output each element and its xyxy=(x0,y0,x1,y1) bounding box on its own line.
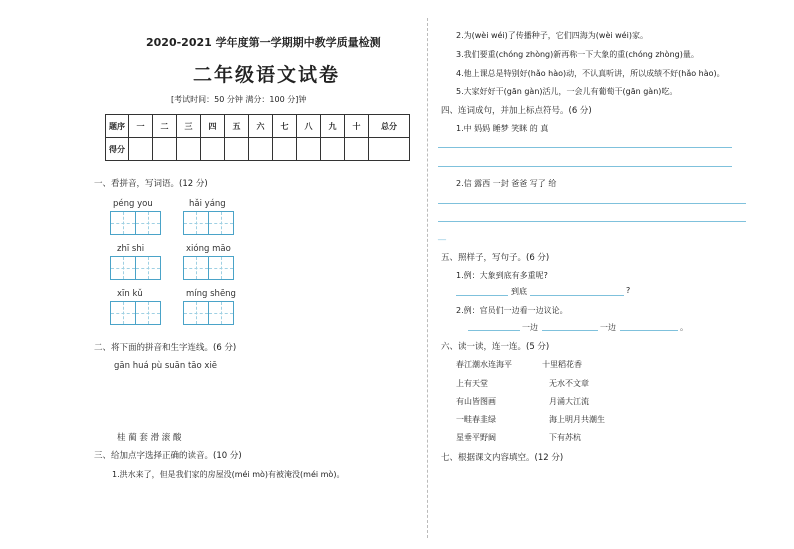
score-table-row2-head: 得分 xyxy=(106,138,129,161)
pinyin-5: xīn kǔ xyxy=(117,289,143,299)
poem-right: 海上明月共潮生 xyxy=(549,415,605,424)
section-7-title: 七、根据课文内容填空。(12 分) xyxy=(441,453,564,463)
answer-line-stub: __ xyxy=(438,231,446,240)
section-5-q2: 2.例：官员们一边看一边议论。 xyxy=(456,306,568,315)
section-5-q2-b: 一边 xyxy=(600,323,616,332)
section-6-title: 六、读一读，连一连。(5 分) xyxy=(441,342,550,352)
section-4-q1: 1.中 妈妈 睡梦 笑眯 的 真 xyxy=(456,124,549,133)
score-cell[interactable] xyxy=(201,138,225,161)
section-3-q2: 2.为(wèi wéi)了传播种子，它们四海为(wèi wéi)家。 xyxy=(456,31,648,40)
score-col-9: 九 xyxy=(321,115,345,138)
answer-line[interactable] xyxy=(438,147,732,148)
score-cell[interactable] xyxy=(273,138,297,161)
section-3-q3: 3.我们要重(chóng zhòng)新再称一下大象的重(chóng zhòng)量。 xyxy=(456,50,699,59)
poem-right: 十里稻花香 xyxy=(542,360,582,369)
section-5-q1-mid: 到底 xyxy=(511,287,527,296)
score-col-10: 十 xyxy=(345,115,369,138)
score-cell-total[interactable] xyxy=(369,138,410,161)
poem-left: 一畦春韭绿 xyxy=(456,415,496,424)
poem-left: 有山皆图画 xyxy=(456,397,496,406)
score-col-2: 二 xyxy=(153,115,177,138)
score-cell[interactable] xyxy=(225,138,249,161)
poem-right: 月涌大江流 xyxy=(549,397,589,406)
writing-grid-1[interactable] xyxy=(110,211,160,235)
answer-blank[interactable] xyxy=(530,295,624,296)
score-col-7: 七 xyxy=(273,115,297,138)
pinyin-1: péng you xyxy=(113,199,153,209)
score-col-1: 一 xyxy=(129,115,153,138)
pinyin-6: míng shēng xyxy=(186,289,236,299)
exam-title: 2020-2021 学年度第一学期期中教学质量检测 xyxy=(146,36,381,49)
score-col-3: 三 xyxy=(177,115,201,138)
poem-right: 无水不文章 xyxy=(549,379,589,388)
writing-grid-3[interactable] xyxy=(110,256,160,280)
answer-blank[interactable] xyxy=(468,330,520,331)
answer-line[interactable] xyxy=(438,221,746,222)
section-5-q2-end: 。 xyxy=(680,323,688,332)
poem-left: 上有天堂 xyxy=(456,379,488,388)
answer-blank[interactable] xyxy=(620,330,678,331)
answer-line[interactable] xyxy=(438,166,732,167)
exam-info: [考试时间：50 分钟 满分：100 分]钟 xyxy=(171,95,307,104)
section-1-title: 一、看拼音，写词语。(12 分) xyxy=(94,179,208,189)
poem-left: 星垂平野阔 xyxy=(456,433,496,442)
page-divider xyxy=(427,18,428,538)
answer-blank[interactable] xyxy=(456,295,508,296)
section-3-title: 三、给加点字选择正确的读音。(10 分) xyxy=(94,451,242,461)
pinyin-3: zhī shi xyxy=(117,244,145,254)
score-cell[interactable] xyxy=(321,138,345,161)
score-cell[interactable] xyxy=(249,138,273,161)
writing-grid-4[interactable] xyxy=(183,256,233,280)
section-5-q1: 1.例：大象到底有多重呢? xyxy=(456,271,548,280)
score-col-4: 四 xyxy=(201,115,225,138)
section-5-q1-end: ? xyxy=(626,286,631,295)
section-3-q5: 5.大家好好干(gān gàn)活儿，一会儿有葡萄干(gān gàn)吃。 xyxy=(456,87,678,96)
section-5-title: 五、照样子，写句子。(6 分) xyxy=(441,253,550,263)
section-2-title: 二、将下面的拼音和生字连线。(6 分) xyxy=(94,343,237,353)
score-cell[interactable] xyxy=(129,138,153,161)
section-3-q1: 1.洪水来了，但是我们家的房屋没(méi mò)有被淹没(méi mò)。 xyxy=(112,470,345,479)
writing-grid-6[interactable] xyxy=(183,301,233,325)
score-table-score-row xyxy=(106,138,410,161)
score-table xyxy=(105,114,410,161)
answer-line[interactable] xyxy=(438,203,746,204)
section-3-q4: 4.他上课总是特别好(hǎo hào)动，不认真听讲，所以成绩不好(hǎo hào)。 xyxy=(456,69,725,78)
score-col-5: 五 xyxy=(225,115,249,138)
score-cell[interactable] xyxy=(153,138,177,161)
poem-left: 春江潮水连海平 xyxy=(456,360,512,369)
section-4-q2: 2.信 露西 一封 爸爸 写了 给 xyxy=(456,179,557,188)
score-col-8: 八 xyxy=(297,115,321,138)
score-col-total: 总分 xyxy=(369,115,410,138)
writing-grid-5[interactable] xyxy=(110,301,160,325)
pinyin-4: xióng māo xyxy=(186,244,231,254)
score-cell[interactable] xyxy=(297,138,321,161)
writing-grid-2[interactable] xyxy=(183,211,233,235)
score-table-header-row xyxy=(106,115,410,138)
section-2-pinyin: gān huá pù suān tāo xiē xyxy=(114,361,218,371)
score-col-6: 六 xyxy=(249,115,273,138)
pinyin-2: hǎi yáng xyxy=(189,199,226,209)
section-2-chars: 桂 蔺 套 滑 滚 酸 xyxy=(117,433,182,443)
subject-title: 二年级语文试卷 xyxy=(193,64,341,86)
section-4-title: 四、连词成句，并加上标点符号。(6 分) xyxy=(441,106,592,116)
score-table-row1-head: 题序 xyxy=(106,115,129,138)
answer-blank[interactable] xyxy=(542,330,598,331)
score-cell[interactable] xyxy=(345,138,369,161)
section-5-q2-a: 一边 xyxy=(522,323,538,332)
score-cell[interactable] xyxy=(177,138,201,161)
poem-right: 下有苏杭 xyxy=(549,433,581,442)
